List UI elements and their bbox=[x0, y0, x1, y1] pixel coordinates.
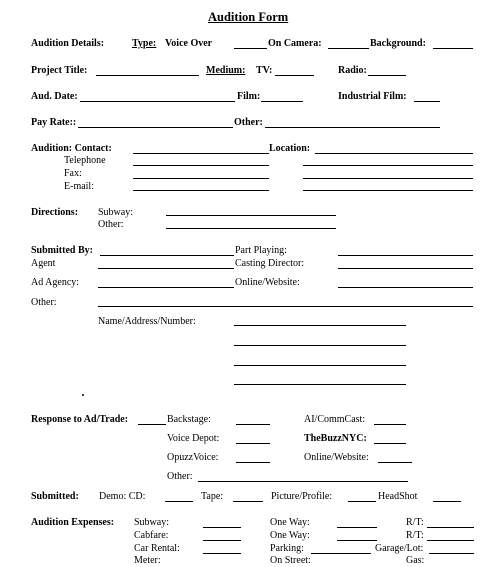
submitted-label: Submitted: bbox=[31, 491, 79, 502]
name-address-line-3[interactable] bbox=[234, 365, 406, 366]
response-online-website-label: Online/Website: bbox=[304, 452, 369, 463]
headshot-label: HeadShot bbox=[378, 491, 418, 502]
medium-label: Medium: bbox=[206, 65, 246, 76]
backstage-label: Backstage: bbox=[167, 414, 211, 425]
tv-field[interactable] bbox=[275, 75, 314, 76]
subway-field[interactable] bbox=[203, 527, 241, 528]
tape-label: Tape: bbox=[201, 491, 224, 502]
audition-details-label: Audition Details: bbox=[31, 38, 105, 49]
telephone-field[interactable] bbox=[133, 165, 269, 166]
one-way-label-2: One Way: bbox=[270, 530, 310, 541]
on-street-label: On Street: bbox=[270, 555, 311, 566]
name-address-line-1[interactable] bbox=[234, 325, 406, 326]
directions-label: Directions: bbox=[31, 207, 79, 218]
pay-other-field[interactable] bbox=[265, 127, 440, 128]
aud-date-label: Aud. Date: bbox=[31, 91, 78, 102]
background-label: Background: bbox=[370, 38, 426, 49]
backstage-field[interactable] bbox=[236, 424, 270, 425]
ad-agency-label: Ad Agency: bbox=[31, 277, 80, 288]
contact-field[interactable] bbox=[133, 153, 269, 154]
demo-cd-field[interactable] bbox=[165, 501, 193, 502]
parking-field[interactable] bbox=[311, 553, 371, 554]
headshot-field[interactable] bbox=[433, 501, 461, 502]
film-label: Film: bbox=[237, 91, 261, 102]
agent-label: Agent bbox=[31, 258, 56, 269]
part-playing-label: Part Playing: bbox=[235, 245, 287, 256]
rt-label-1: R/T: bbox=[406, 517, 424, 528]
name-address-line-4[interactable] bbox=[234, 384, 406, 385]
radio-field[interactable] bbox=[368, 75, 406, 76]
casting-director-label: Casting Director: bbox=[235, 258, 305, 269]
form-title: Audition Form bbox=[208, 10, 289, 24]
telephone-label: Telephone bbox=[64, 155, 106, 166]
project-title-field[interactable] bbox=[96, 75, 199, 76]
one-way-label-1: One Way: bbox=[270, 517, 310, 528]
picture-profile-label: Picture/Profile: bbox=[271, 491, 333, 502]
rt-field-1[interactable] bbox=[427, 527, 474, 528]
submitted-by-field[interactable] bbox=[100, 255, 234, 256]
type-label: Type: bbox=[132, 38, 157, 49]
film-field[interactable] bbox=[261, 101, 303, 102]
one-way-field-1[interactable] bbox=[337, 527, 377, 528]
audition-expenses-label: Audition Expenses: bbox=[31, 517, 115, 528]
on-camera-label: On Camera: bbox=[268, 38, 322, 49]
response-other-field[interactable] bbox=[198, 481, 408, 482]
voice-over-label: Voice Over bbox=[165, 38, 213, 49]
ai-commcast-field[interactable] bbox=[374, 424, 406, 425]
pay-rate-label: Pay Rate:: bbox=[31, 117, 77, 128]
response-other-label: Other: bbox=[167, 471, 193, 482]
project-title-label: Project Title: bbox=[31, 65, 88, 76]
response-online-website-field[interactable] bbox=[378, 462, 412, 463]
demo-cd-label: Demo: CD: bbox=[99, 491, 146, 502]
voice-depot-label: Voice Depot: bbox=[167, 433, 220, 444]
casting-director-field[interactable] bbox=[338, 268, 473, 269]
garage-lot-field[interactable] bbox=[429, 553, 474, 554]
email-field[interactable] bbox=[133, 190, 269, 191]
name-address-line-2[interactable] bbox=[234, 345, 406, 346]
response-label: Response to Ad/Trade: bbox=[31, 414, 129, 425]
stray-dot bbox=[82, 394, 84, 396]
opuzzvoice-field[interactable] bbox=[236, 462, 270, 463]
on-camera-field[interactable] bbox=[328, 48, 369, 49]
picture-profile-field[interactable] bbox=[348, 501, 376, 502]
fax-field[interactable] bbox=[133, 178, 269, 179]
ad-agency-field[interactable] bbox=[98, 287, 234, 288]
rt-label-2: R/T: bbox=[406, 530, 424, 541]
voice-over-field[interactable] bbox=[234, 48, 267, 49]
opuzzvoice-label: OpuzzVoice: bbox=[167, 452, 219, 463]
industrial-film-field[interactable] bbox=[414, 101, 440, 102]
submitted-other-label: Other: bbox=[31, 297, 57, 308]
location-field-3[interactable] bbox=[303, 178, 473, 179]
online-website-label: Online/Website: bbox=[235, 277, 300, 288]
cabfare-label: Cabfare: bbox=[134, 530, 169, 541]
online-website-field[interactable] bbox=[338, 287, 473, 288]
rt-field-2[interactable] bbox=[427, 540, 474, 541]
industrial-film-label: Industrial Film: bbox=[338, 91, 407, 102]
pay-rate-field[interactable] bbox=[78, 127, 233, 128]
submitted-other-field[interactable] bbox=[98, 306, 473, 307]
ai-commcast-label: AI/CommCast: bbox=[304, 414, 366, 425]
fax-label: Fax: bbox=[64, 168, 82, 179]
email-label: E-mail: bbox=[64, 181, 94, 192]
location-label: Location: bbox=[269, 143, 311, 154]
aud-date-field[interactable] bbox=[80, 101, 235, 102]
tv-label: TV: bbox=[256, 65, 273, 76]
subway-label: Subway: bbox=[134, 517, 169, 528]
voice-depot-field[interactable] bbox=[236, 443, 270, 444]
directions-other-label: Other: bbox=[98, 219, 124, 230]
parking-label: Parking: bbox=[270, 543, 304, 554]
car-rental-label: Car Rental: bbox=[134, 543, 180, 554]
garage-lot-label: Garage/Lot: bbox=[375, 543, 424, 554]
part-playing-field[interactable] bbox=[338, 255, 473, 256]
directions-subway-field[interactable] bbox=[166, 215, 336, 216]
agent-field[interactable] bbox=[98, 268, 234, 269]
background-field[interactable] bbox=[433, 48, 473, 49]
tape-field[interactable] bbox=[233, 501, 263, 502]
gas-label: Gas: bbox=[406, 555, 425, 566]
cabfare-field[interactable] bbox=[203, 540, 241, 541]
thebuzznyc-label: TheBuzzNYC: bbox=[304, 433, 367, 444]
location-field-1[interactable] bbox=[315, 153, 473, 154]
car-rental-field[interactable] bbox=[203, 553, 241, 554]
radio-label: Radio: bbox=[338, 65, 367, 76]
response-field[interactable] bbox=[138, 424, 166, 425]
audition-contact-label: Audition: Contact: bbox=[31, 143, 112, 154]
location-field-4[interactable] bbox=[303, 190, 473, 191]
submitted-by-label: Submitted By: bbox=[31, 245, 93, 256]
pay-other-label: Other: bbox=[234, 117, 263, 128]
thebuzznyc-field[interactable] bbox=[374, 443, 406, 444]
one-way-field-2[interactable] bbox=[337, 540, 377, 541]
directions-subway-label: Subway: bbox=[98, 207, 133, 218]
name-address-number-label: Name/Address/Number: bbox=[98, 316, 196, 327]
meter-label: Meter: bbox=[134, 555, 161, 566]
directions-other-field[interactable] bbox=[166, 228, 336, 229]
location-field-2[interactable] bbox=[303, 165, 473, 166]
